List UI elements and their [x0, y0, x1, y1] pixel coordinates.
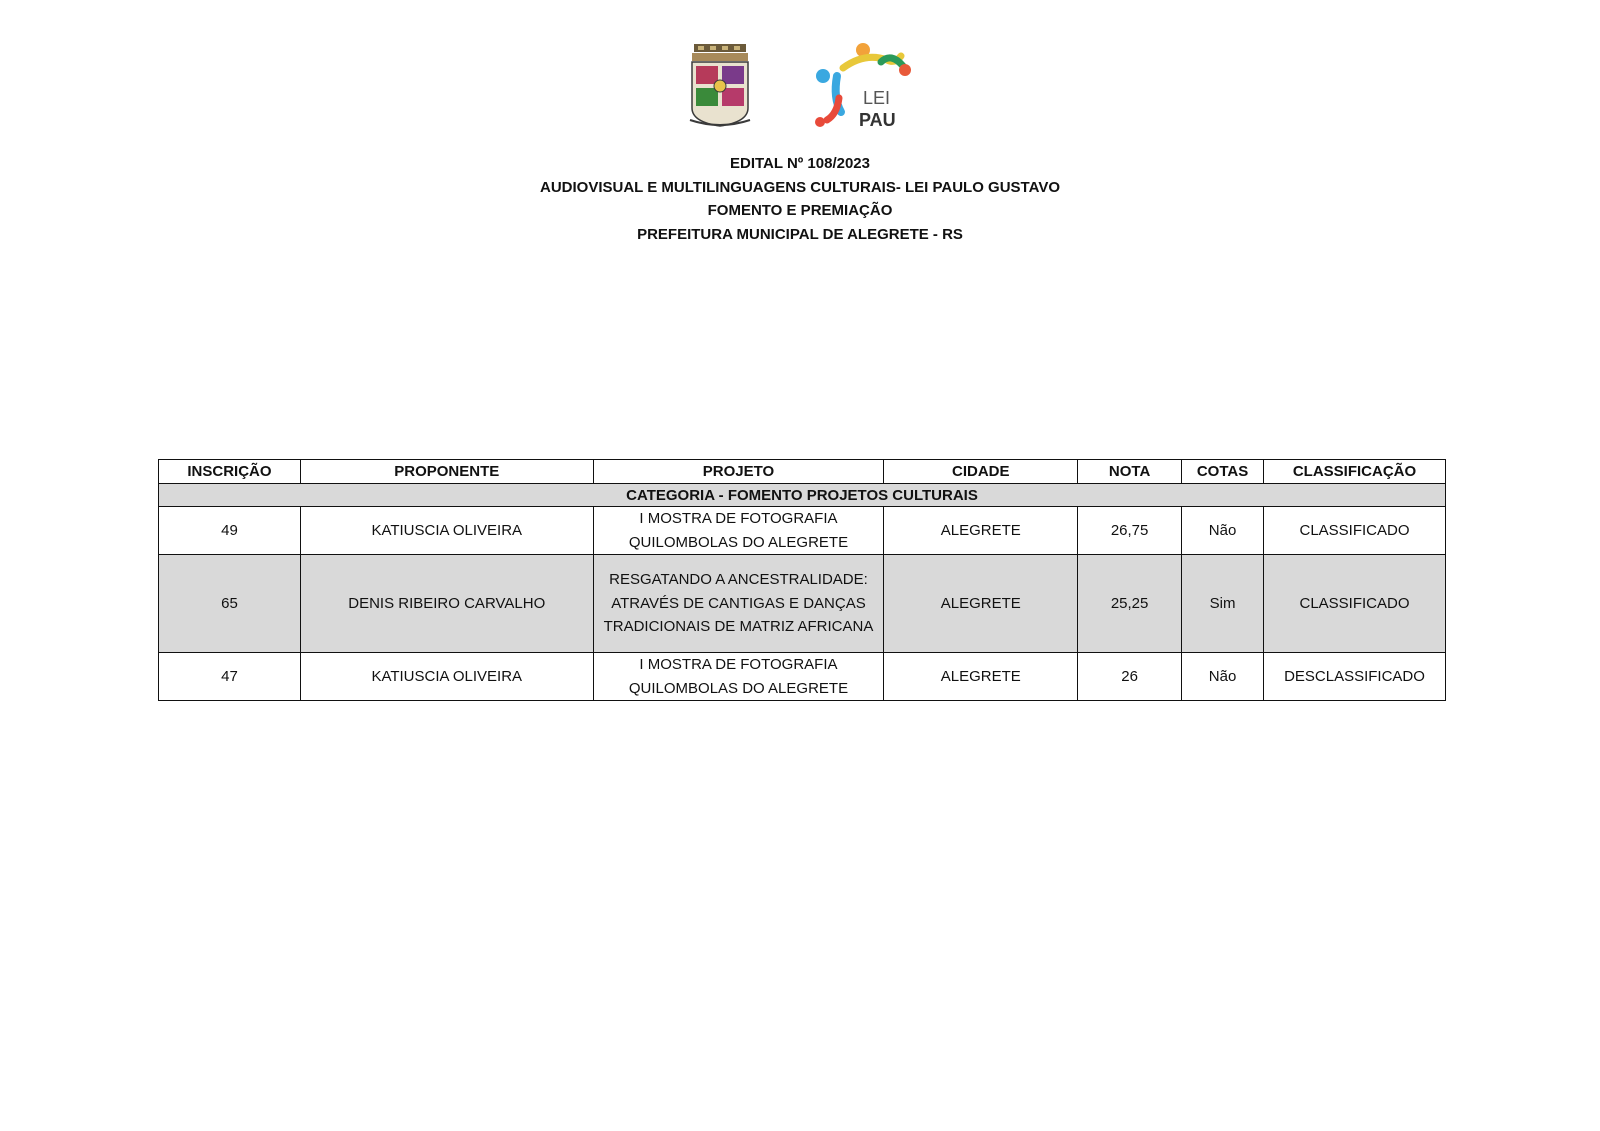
lei-pau-logo	[815, 42, 915, 130]
projeto-line: QUILOMBOLAS DO ALEGRETE	[628, 679, 849, 697]
col-header-classificacao: CLASSIFICAÇÃO	[1264, 460, 1446, 484]
header-subtitle: FOMENTO E PREMIAÇÃO	[707, 202, 893, 219]
category-label: CATEGORIA - FOMENTO PROJETOS CULTURAIS	[159, 484, 1446, 507]
lei-text: LEI	[863, 88, 891, 108]
cell-projeto	[593, 507, 884, 555]
cell-nota: 26,75	[1078, 507, 1182, 555]
logos-bar	[0, 40, 1600, 132]
cell-cotas: Não	[1182, 507, 1264, 555]
cell-projeto	[593, 653, 884, 701]
table-row	[159, 653, 1446, 701]
cell-cidade: ALEGRETE	[884, 507, 1078, 555]
cell-classificacao: CLASSIFICADO	[1264, 555, 1446, 653]
cell-cidade: ALEGRETE	[884, 555, 1078, 653]
col-header-nota: NOTA	[1078, 460, 1182, 484]
cell-cotas: Não	[1182, 653, 1264, 701]
projeto-line: TRADICIONAIS DE MATRIZ AFRICANA	[603, 618, 874, 636]
cell-classificacao: DESCLASSIFICADO	[1264, 653, 1446, 701]
col-header-proponente: PROPONENTE	[300, 460, 593, 484]
cell-inscricao: 65	[159, 555, 301, 653]
projeto-line: I MOSTRA DE FOTOGRAFIA	[639, 510, 838, 527]
cell-classificacao: CLASSIFICADO	[1264, 507, 1446, 555]
cell-projeto	[593, 555, 884, 653]
header-title: AUDIOVISUAL E MULTILINGUAGENS CULTURAIS- LEI PAULO GUSTAVO	[540, 178, 1060, 196]
projeto-line: QUILOMBOLAS DO ALEGRETE	[628, 533, 849, 551]
cell-nota: 26	[1078, 653, 1182, 701]
cell-cotas: Sim	[1182, 555, 1264, 653]
cell-inscricao: 47	[159, 653, 301, 701]
cell-nota: 25,25	[1078, 555, 1182, 653]
col-header-inscricao: INSCRIÇÃO	[159, 460, 301, 484]
document-header	[0, 152, 1600, 246]
table-header-row	[159, 460, 1446, 484]
cell-proponente: DENIS RIBEIRO CARVALHO	[300, 555, 593, 653]
projeto-line: RESGATANDO A ANCESTRALIDADE:	[609, 571, 868, 589]
col-header-cotas: COTAS	[1182, 460, 1264, 484]
col-header-projeto: PROJETO	[593, 460, 884, 484]
pau-text: PAU	[859, 110, 896, 130]
projeto-line: ATRAVÉS DE CANTIGAS E DANÇAS	[611, 594, 866, 612]
cell-cidade: ALEGRETE	[884, 653, 1078, 701]
table-row	[159, 555, 1446, 653]
header-municipality: PREFEITURA MUNICIPAL DE ALEGRETE - RS	[637, 225, 963, 243]
table-row	[159, 507, 1446, 555]
results-table	[158, 459, 1446, 701]
header-edital: EDITAL Nº 108/2023	[730, 155, 870, 172]
category-row	[159, 484, 1446, 507]
cell-proponente: KATIUSCIA OLIVEIRA	[300, 653, 593, 701]
coat-of-arms-icon	[688, 44, 752, 128]
cell-proponente: KATIUSCIA OLIVEIRA	[300, 507, 593, 555]
cell-inscricao: 49	[159, 507, 301, 555]
projeto-line: I MOSTRA DE FOTOGRAFIA	[639, 656, 838, 673]
col-header-cidade: CIDADE	[884, 460, 1078, 484]
